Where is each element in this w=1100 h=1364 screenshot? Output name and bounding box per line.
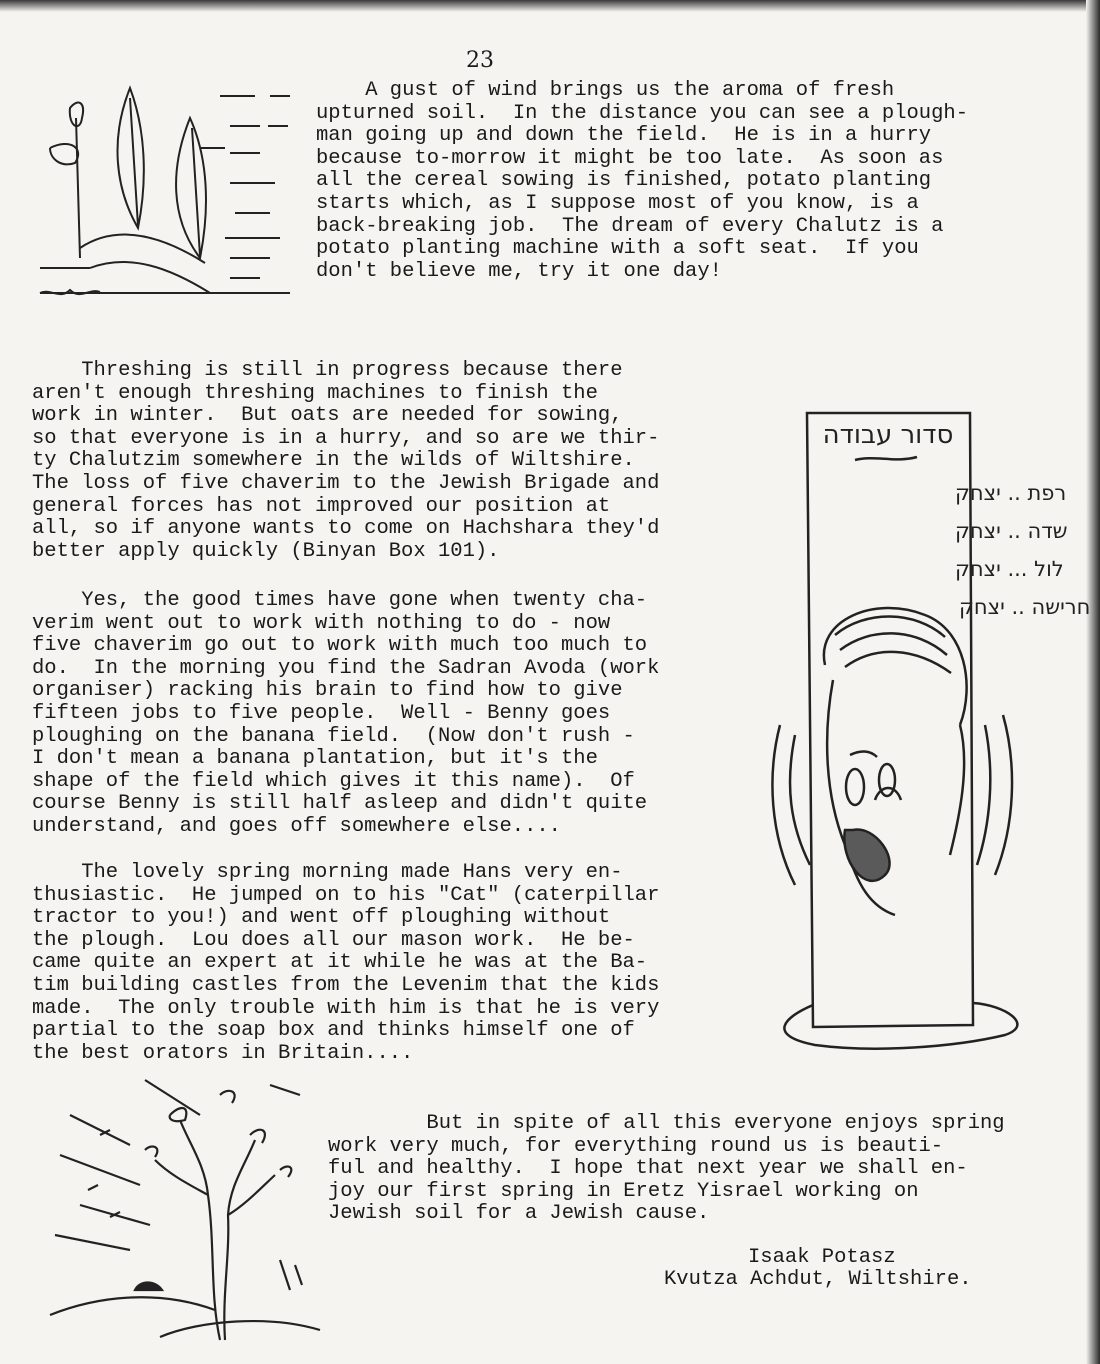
roster-row: רפת .. יצחק [955, 481, 1067, 505]
text-line: ful and healthy. I hope that next year we shall en- [328, 1157, 968, 1181]
paragraph-2 [32, 360, 659, 563]
text-line: better apply quickly (Binyan Box 101). [32, 539, 500, 563]
text-line: man going up and down the field. He is in a hurry [316, 124, 932, 148]
paragraph-1 [316, 80, 968, 283]
text-line: upturned soil. In the distance you can see a plough- [316, 101, 969, 125]
text-line: so that everyone is in a hurry, and so are we thir- [32, 426, 660, 450]
text-line: tractor to you!) and went off ploughing without [32, 906, 611, 930]
text-line: course Benny is still half asleep and didn't quite [32, 792, 648, 816]
text-line: shape of the field which gives it this name). Of [32, 769, 635, 793]
signature-name: Isaak Potasz [748, 1246, 896, 1269]
text-line: Jewish soil for a Jewish cause. [328, 1202, 710, 1226]
text-line: work in winter. But oats are needed for sowing, [32, 404, 623, 428]
text-line: tim building castles from the Levenim that the kids [32, 973, 660, 997]
tree-illustration [40, 1075, 330, 1345]
text-line: thusiastic. He jumped on to his "Cat" (caterpillar [32, 883, 660, 907]
text-line: five chaverim go out to work with much too much to [32, 634, 648, 658]
text-line: potato planting machine with a soft seat. If you [316, 237, 919, 261]
text-line: ploughing on the banana field. (Now don't rush - [32, 724, 635, 748]
page-number: 23 [466, 48, 494, 73]
text-line: the plough. Lou does all our mason work. He be- [32, 928, 635, 952]
text-line: don't believe me, try it one day! [316, 259, 722, 283]
text-line: because to-morrow it might be too late. As soon as [316, 146, 944, 170]
text-line: do. In the morning you find the Sadran Avoda (work [32, 656, 660, 680]
roster-row: שדה .. יצחק [955, 519, 1068, 543]
text-line: partial to the soap box and thinks himself one of [32, 1019, 635, 1043]
text-line: all the cereal sowing is finished, potato planting [316, 169, 932, 193]
text-line: aren't enough threshing machines to finish the [32, 381, 598, 405]
paragraph-4 [32, 862, 659, 1065]
scan-edge-right [1086, 0, 1100, 1364]
text-line: The loss of five chaverim to the Jewish Brigade and [32, 471, 660, 495]
text-line: all, so if anyone wants to come on Hachshara they'd [32, 517, 660, 541]
text-line: A gust of wind brings us the aroma of fresh [316, 79, 895, 102]
text-line: made. The only trouble with him is that he is very [32, 996, 660, 1020]
roster-title: סדור עבודה [822, 420, 954, 450]
work-roster-caricature [755, 405, 1091, 1055]
text-line: work very much, for everything round us is beauti- [328, 1134, 944, 1158]
text-line: starts which, as I suppose most of you know, is a [316, 191, 919, 215]
text-line: the best orators in Britain.... [32, 1041, 414, 1065]
text-line: I don't mean a banana plantation, but it's the [32, 747, 598, 771]
text-line: ty Chalutzim somewhere in the wilds of Wiltshire. [32, 449, 635, 473]
text-line: fifteen jobs to five people. Well - Benny goes [32, 701, 611, 725]
text-line: understand, and goes off somewhere else.... [32, 814, 561, 838]
text-line: organiser) racking his brain to find how to give [32, 679, 623, 703]
paragraph-3 [32, 590, 659, 839]
text-line: joy our first spring in Eretz Yisrael working on [328, 1179, 919, 1203]
text-line: back-breaking job. The dream of every Chalutz is a [316, 214, 944, 238]
text-line: verim went out to work with nothing to do - now [32, 611, 611, 635]
text-line: Yes, the good times have gone when twenty cha- [32, 589, 648, 612]
scan-edge-top [0, 0, 1100, 12]
text-line: But in spite of all this everyone enjoys spring [328, 1112, 1005, 1135]
text-line: The lovely spring morning made Hans very en- [32, 861, 623, 884]
roster-row: חרישה .. יצחק [959, 595, 1091, 619]
text-line: Threshing is still in progress because there [32, 359, 623, 382]
roster-row: לול ... יצחק [955, 557, 1064, 581]
paragraph-5 [328, 1113, 1005, 1226]
signature-place: Kvutza Achdut, Wiltshire. [664, 1268, 972, 1291]
text-line: general forces has not improved our position at [32, 494, 611, 518]
text-line: came quite an expert at it while he was at the Ba- [32, 951, 648, 975]
plant-illustration [30, 78, 320, 308]
